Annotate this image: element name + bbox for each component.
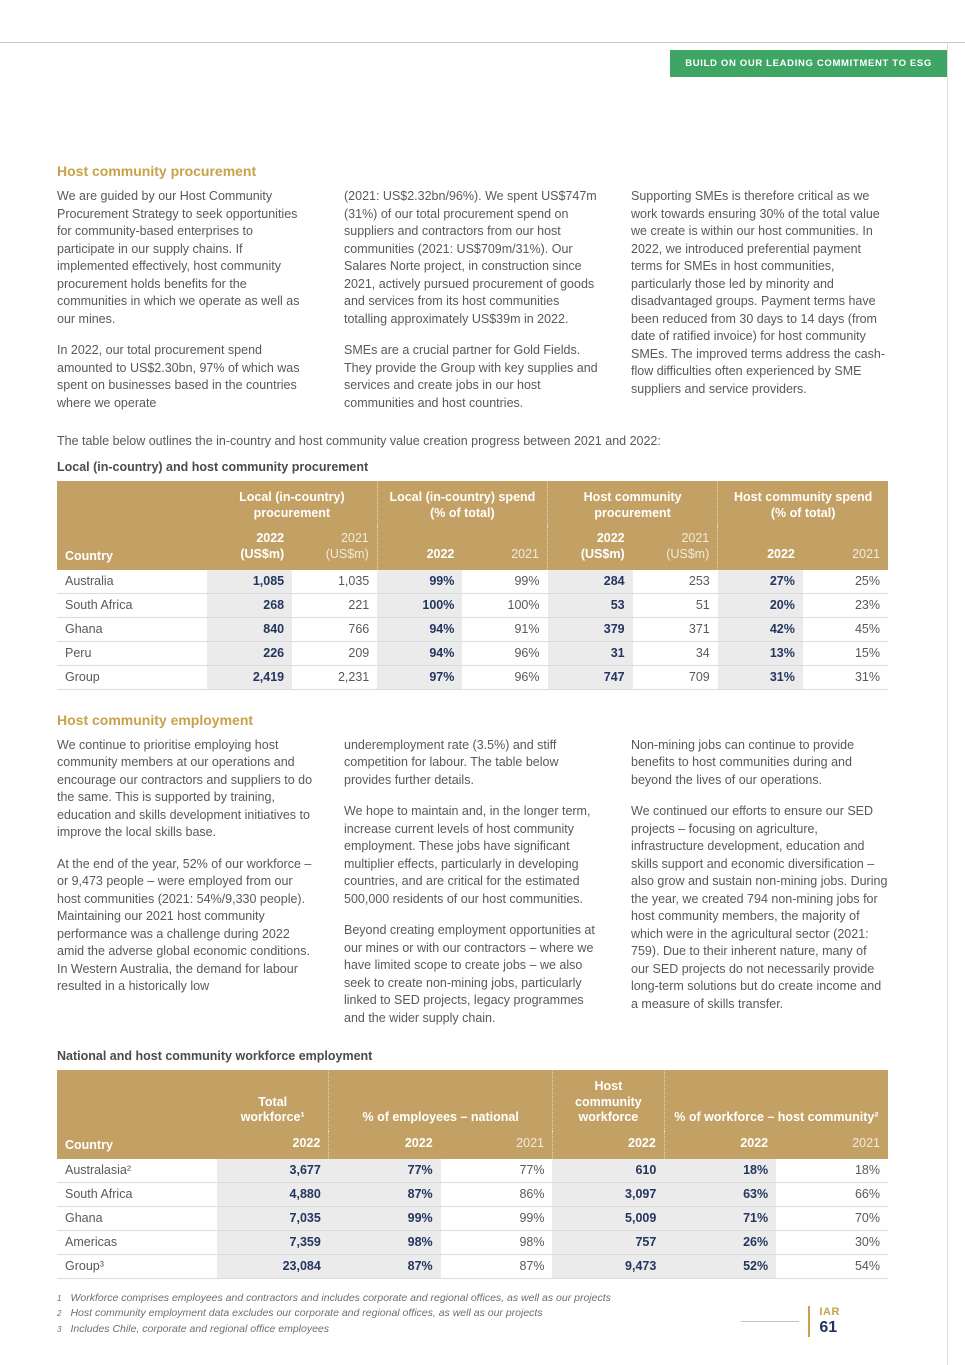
- value-cell: 18%: [776, 1159, 888, 1183]
- year-header: 2022: [377, 526, 462, 569]
- paragraph: Non-mining jobs can continue to provide benefits to host communities during and beyond the lives of our operations.: [631, 737, 855, 787]
- value-cell: 99%: [462, 570, 547, 594]
- group-header: % of employees – national: [329, 1070, 553, 1131]
- value-cell: 840: [207, 617, 292, 641]
- value-cell: 96%: [462, 665, 547, 689]
- section-host-community-procurement: [57, 163, 888, 426]
- paragraph: We continue to prioritise employing host community members at our operations and encourage our contractors and suppliers to do the same. This is supported by training, education and skills development initiatives to improve the local skills base.: [57, 737, 313, 839]
- value-cell: 51: [633, 593, 718, 617]
- year-header: 2022: [718, 526, 803, 569]
- value-cell: 87%: [329, 1182, 441, 1206]
- value-cell: 268: [207, 593, 292, 617]
- year-header: 2022: [217, 1131, 329, 1159]
- value-cell: 86%: [441, 1182, 553, 1206]
- year-header: 2021: [776, 1131, 888, 1159]
- value-cell: 25%: [803, 570, 888, 594]
- country-cell: South Africa: [57, 593, 207, 617]
- value-cell: 20%: [718, 593, 803, 617]
- text-column-3: [631, 737, 888, 1042]
- value-cell: 100%: [462, 593, 547, 617]
- value-cell: 77%: [329, 1159, 441, 1183]
- footnote-1: [57, 1291, 888, 1307]
- workforce-table-caption: National and host community workforce employment: [57, 1049, 373, 1063]
- value-cell: 54%: [776, 1254, 888, 1278]
- value-cell: 31%: [718, 665, 803, 689]
- paragraph: In 2022, our total procurement spend amounted to US$2.30bn, 97% of which was spent on businesses based in the countries where we operate: [57, 343, 300, 410]
- value-cell: 23%: [803, 593, 888, 617]
- text-columns: [57, 737, 888, 1042]
- table-row: [57, 617, 888, 641]
- value-cell: 13%: [718, 641, 803, 665]
- section-title: Host community employment: [57, 711, 254, 728]
- year-header: 2022 (US$m): [207, 526, 292, 569]
- value-cell: 7,035: [217, 1206, 329, 1230]
- value-cell: 766: [292, 617, 377, 641]
- group-header: Local (in-country) procurement: [207, 481, 377, 526]
- value-cell: 23,084: [217, 1254, 329, 1278]
- value-cell: 34: [633, 641, 718, 665]
- page-footer: [741, 1306, 840, 1337]
- year-header: 2022: [552, 1131, 664, 1159]
- paragraph: SMEs are a crucial partner for Gold Fields. They provide the Group with key supplies and services and create jobs in our host communities and host countries.: [344, 343, 598, 410]
- table-intro: The table below outlines the in-country and host community value creation progress between 2021 and 2022:: [57, 434, 661, 448]
- country-cell: Australasia²: [57, 1159, 217, 1183]
- procurement-table-header: [57, 481, 888, 570]
- workforce-table: [57, 1070, 888, 1279]
- esg-commitment-banner: BUILD ON OUR LEADING COMMITMENT TO ESG: [670, 50, 947, 77]
- group-header: % of workforce – host community²: [664, 1070, 888, 1131]
- footnote-marker: 2: [57, 1309, 62, 1319]
- group-header: Host community workforce: [552, 1070, 664, 1131]
- value-cell: 253: [633, 570, 718, 594]
- value-cell: 30%: [776, 1230, 888, 1254]
- procurement-table-block: [57, 434, 888, 690]
- text-column-3: [631, 188, 888, 426]
- value-cell: 31: [548, 641, 633, 665]
- table-row: [57, 570, 888, 594]
- value-cell: 2,231: [292, 665, 377, 689]
- country-cell: Australia: [57, 570, 207, 594]
- workforce-table-block: [57, 1049, 888, 1279]
- country-cell: Peru: [57, 641, 207, 665]
- value-cell: 1,085: [207, 570, 292, 594]
- value-cell: 4,880: [217, 1182, 329, 1206]
- footer-block: [808, 1306, 840, 1337]
- value-cell: 70%: [776, 1206, 888, 1230]
- procurement-table-caption: Local (in-country) and host community procurement: [57, 460, 369, 474]
- group-header: Local (in-country) spend (% of total): [377, 481, 547, 526]
- country-column-header: Country: [57, 481, 207, 570]
- text-columns: [57, 188, 888, 426]
- text-column-2: [344, 188, 601, 426]
- value-cell: 66%: [776, 1182, 888, 1206]
- value-cell: 53: [548, 593, 633, 617]
- page-number: 61: [819, 1319, 838, 1336]
- footnote-marker: 3: [57, 1325, 62, 1334]
- value-cell: 18%: [664, 1159, 776, 1183]
- country-column-header: Country: [57, 1070, 217, 1159]
- value-cell: 9,473: [552, 1254, 664, 1278]
- year-header: 2021 (US$m): [633, 526, 718, 569]
- workforce-table-header: [57, 1070, 888, 1159]
- value-cell: 96%: [462, 641, 547, 665]
- value-cell: 87%: [441, 1254, 553, 1278]
- footnote-text: Workforce comprises employees and contractors and includes corporate and regional offices, as well as our projects: [70, 1291, 611, 1304]
- year-header: 2022 (US$m): [548, 526, 633, 569]
- country-cell: Americas: [57, 1230, 217, 1254]
- value-cell: 15%: [803, 641, 888, 665]
- paragraph: We continued our efforts to ensure our SED projects – focusing on agriculture, infrastructure development, education and skills support and economic diversification – also grow and sustain non-mining jobs. During the year, we created 794 non-mining jobs for host community members, the majority of which were in the agricultural sector (2021: 759). Due to their inherent nature, many of our SED projects do not necessarily provide long-term solutions but do create income and a measure of skills transfer.: [631, 804, 888, 1011]
- footnote-marker: 1: [57, 1293, 62, 1303]
- value-cell: 97%: [377, 665, 462, 689]
- value-cell: 209: [292, 641, 377, 665]
- group-header: Total workforce¹: [217, 1070, 329, 1131]
- workforce-table-body: [57, 1159, 888, 1279]
- value-cell: 87%: [329, 1254, 441, 1278]
- procurement-table-body: [57, 570, 888, 690]
- table-row: [57, 1159, 888, 1183]
- procurement-table: [57, 481, 888, 690]
- value-cell: 3,677: [217, 1159, 329, 1183]
- value-cell: 747: [548, 665, 633, 689]
- paragraph: underemployment rate (3.5%) and stiff competition for labour. The table below provides further details.: [344, 737, 559, 787]
- table-row: [57, 593, 888, 617]
- country-cell: Group³: [57, 1254, 217, 1278]
- text-column-2: [344, 737, 601, 1042]
- section-host-community-employment: [57, 712, 888, 1042]
- country-cell: Ghana: [57, 1206, 217, 1230]
- year-header: 2021: [441, 1131, 553, 1159]
- value-cell: 709: [633, 665, 718, 689]
- country-cell: Ghana: [57, 617, 207, 641]
- paragraph: Supporting SMEs is therefore critical as we work towards ensuring 30% of the total value we create is within our host communities. In 2022, we introduced preferential payment terms for SMEs in host communities, particularly those led by minority and disadvantaged groups. Payment terms have been reduced from 30 days to 14 days (from date of ratified invoice) for host community SMEs. The improved terms address the cash-flow difficulties often experienced by SME suppliers and service providers.: [631, 189, 886, 396]
- table-row: [57, 1254, 888, 1278]
- value-cell: 77%: [441, 1159, 553, 1183]
- value-cell: 91%: [462, 617, 547, 641]
- value-cell: 284: [548, 570, 633, 594]
- table-row: [57, 1206, 888, 1230]
- value-cell: 2,419: [207, 665, 292, 689]
- page-content: [57, 163, 888, 1338]
- value-cell: 94%: [377, 617, 462, 641]
- table-row: [57, 641, 888, 665]
- group-header: Host community procurement: [548, 481, 718, 526]
- value-cell: 610: [552, 1159, 664, 1183]
- value-cell: 1,035: [292, 570, 377, 594]
- paragraph: Beyond creating employment opportunities at our mines or with our contractors – where we have limited scope to create jobs – we also seek to create non-mining jobs, particularly linked to SED projects, legacy programmes and the wider supply chain.: [344, 923, 595, 1025]
- value-cell: 71%: [664, 1206, 776, 1230]
- footer-divider: [741, 1321, 799, 1322]
- value-cell: 226: [207, 641, 292, 665]
- value-cell: 42%: [718, 617, 803, 641]
- year-header: 2021 (US$m): [292, 526, 377, 569]
- table-row: [57, 1230, 888, 1254]
- value-cell: 99%: [377, 570, 462, 594]
- value-cell: 98%: [441, 1230, 553, 1254]
- value-cell: 371: [633, 617, 718, 641]
- value-cell: 3,097: [552, 1182, 664, 1206]
- value-cell: 45%: [803, 617, 888, 641]
- group-header: Host community spend (% of total): [718, 481, 888, 526]
- table-row: [57, 665, 888, 689]
- value-cell: 94%: [377, 641, 462, 665]
- value-cell: 100%: [377, 593, 462, 617]
- footnote-text: Host community employment data excludes our corporate and regional offices, as well as our projects: [70, 1307, 543, 1320]
- value-cell: 31%: [803, 665, 888, 689]
- year-header: 2021: [803, 526, 888, 569]
- year-header: 2022: [329, 1131, 441, 1159]
- value-cell: 379: [548, 617, 633, 641]
- country-cell: South Africa: [57, 1182, 217, 1206]
- value-cell: 221: [292, 593, 377, 617]
- paragraph: We are guided by our Host Community Procurement Strategy to seek opportunities for community-based enterprises to participate in our supply chains. If implemented effectively, host community procurement holds benefits for the communities in which we operate as well as our mines.: [57, 189, 300, 326]
- value-cell: 98%: [329, 1230, 441, 1254]
- value-cell: 5,009: [552, 1206, 664, 1230]
- report-label: IAR: [819, 1306, 840, 1318]
- text-column-1: [57, 737, 314, 1042]
- text-column-1: [57, 188, 314, 426]
- footnote-text: Includes Chile, corporate and regional office employees: [70, 1323, 330, 1335]
- value-cell: 99%: [441, 1206, 553, 1230]
- paragraph: (2021: US$2.32bn/96%). We spent US$747m (31%) of our total procurement spend on suppliers and contractors from our host communities (2021: US$709m/31%). Our Salares Norte project, in construction since 2021, actively pursued procurement of goods and services from its host communities totalling approximately US$39m in 2022.: [344, 189, 597, 326]
- value-cell: 7,359: [217, 1230, 329, 1254]
- paragraph: We hope to maintain and, in the longer term, increase current levels of host community employment. These jobs have significant multiplier effects, particularly in developing countries, and are critical for the estimated 500,000 residents of our host communities.: [344, 804, 591, 906]
- value-cell: 27%: [718, 570, 803, 594]
- paragraph: At the end of the year, 52% of our workforce – or 9,473 people – were employed from our host communities (2021: 54%/9,330 people). Maintaining our 2021 host community performance was a challenge during 2022 amid the adverse global economic conditions. In Western Australia, the demand for labour resulted in a historically low: [57, 856, 312, 993]
- right-edge-divider: [947, 42, 948, 1365]
- value-cell: 52%: [664, 1254, 776, 1278]
- year-header: 2022: [664, 1131, 776, 1159]
- country-cell: Group: [57, 665, 207, 689]
- table-row: [57, 1182, 888, 1206]
- value-cell: 99%: [329, 1206, 441, 1230]
- value-cell: 26%: [664, 1230, 776, 1254]
- value-cell: 63%: [664, 1182, 776, 1206]
- value-cell: 757: [552, 1230, 664, 1254]
- section-title: Host community procurement: [57, 163, 257, 179]
- top-divider: [0, 42, 965, 43]
- year-header: 2021: [462, 526, 547, 569]
